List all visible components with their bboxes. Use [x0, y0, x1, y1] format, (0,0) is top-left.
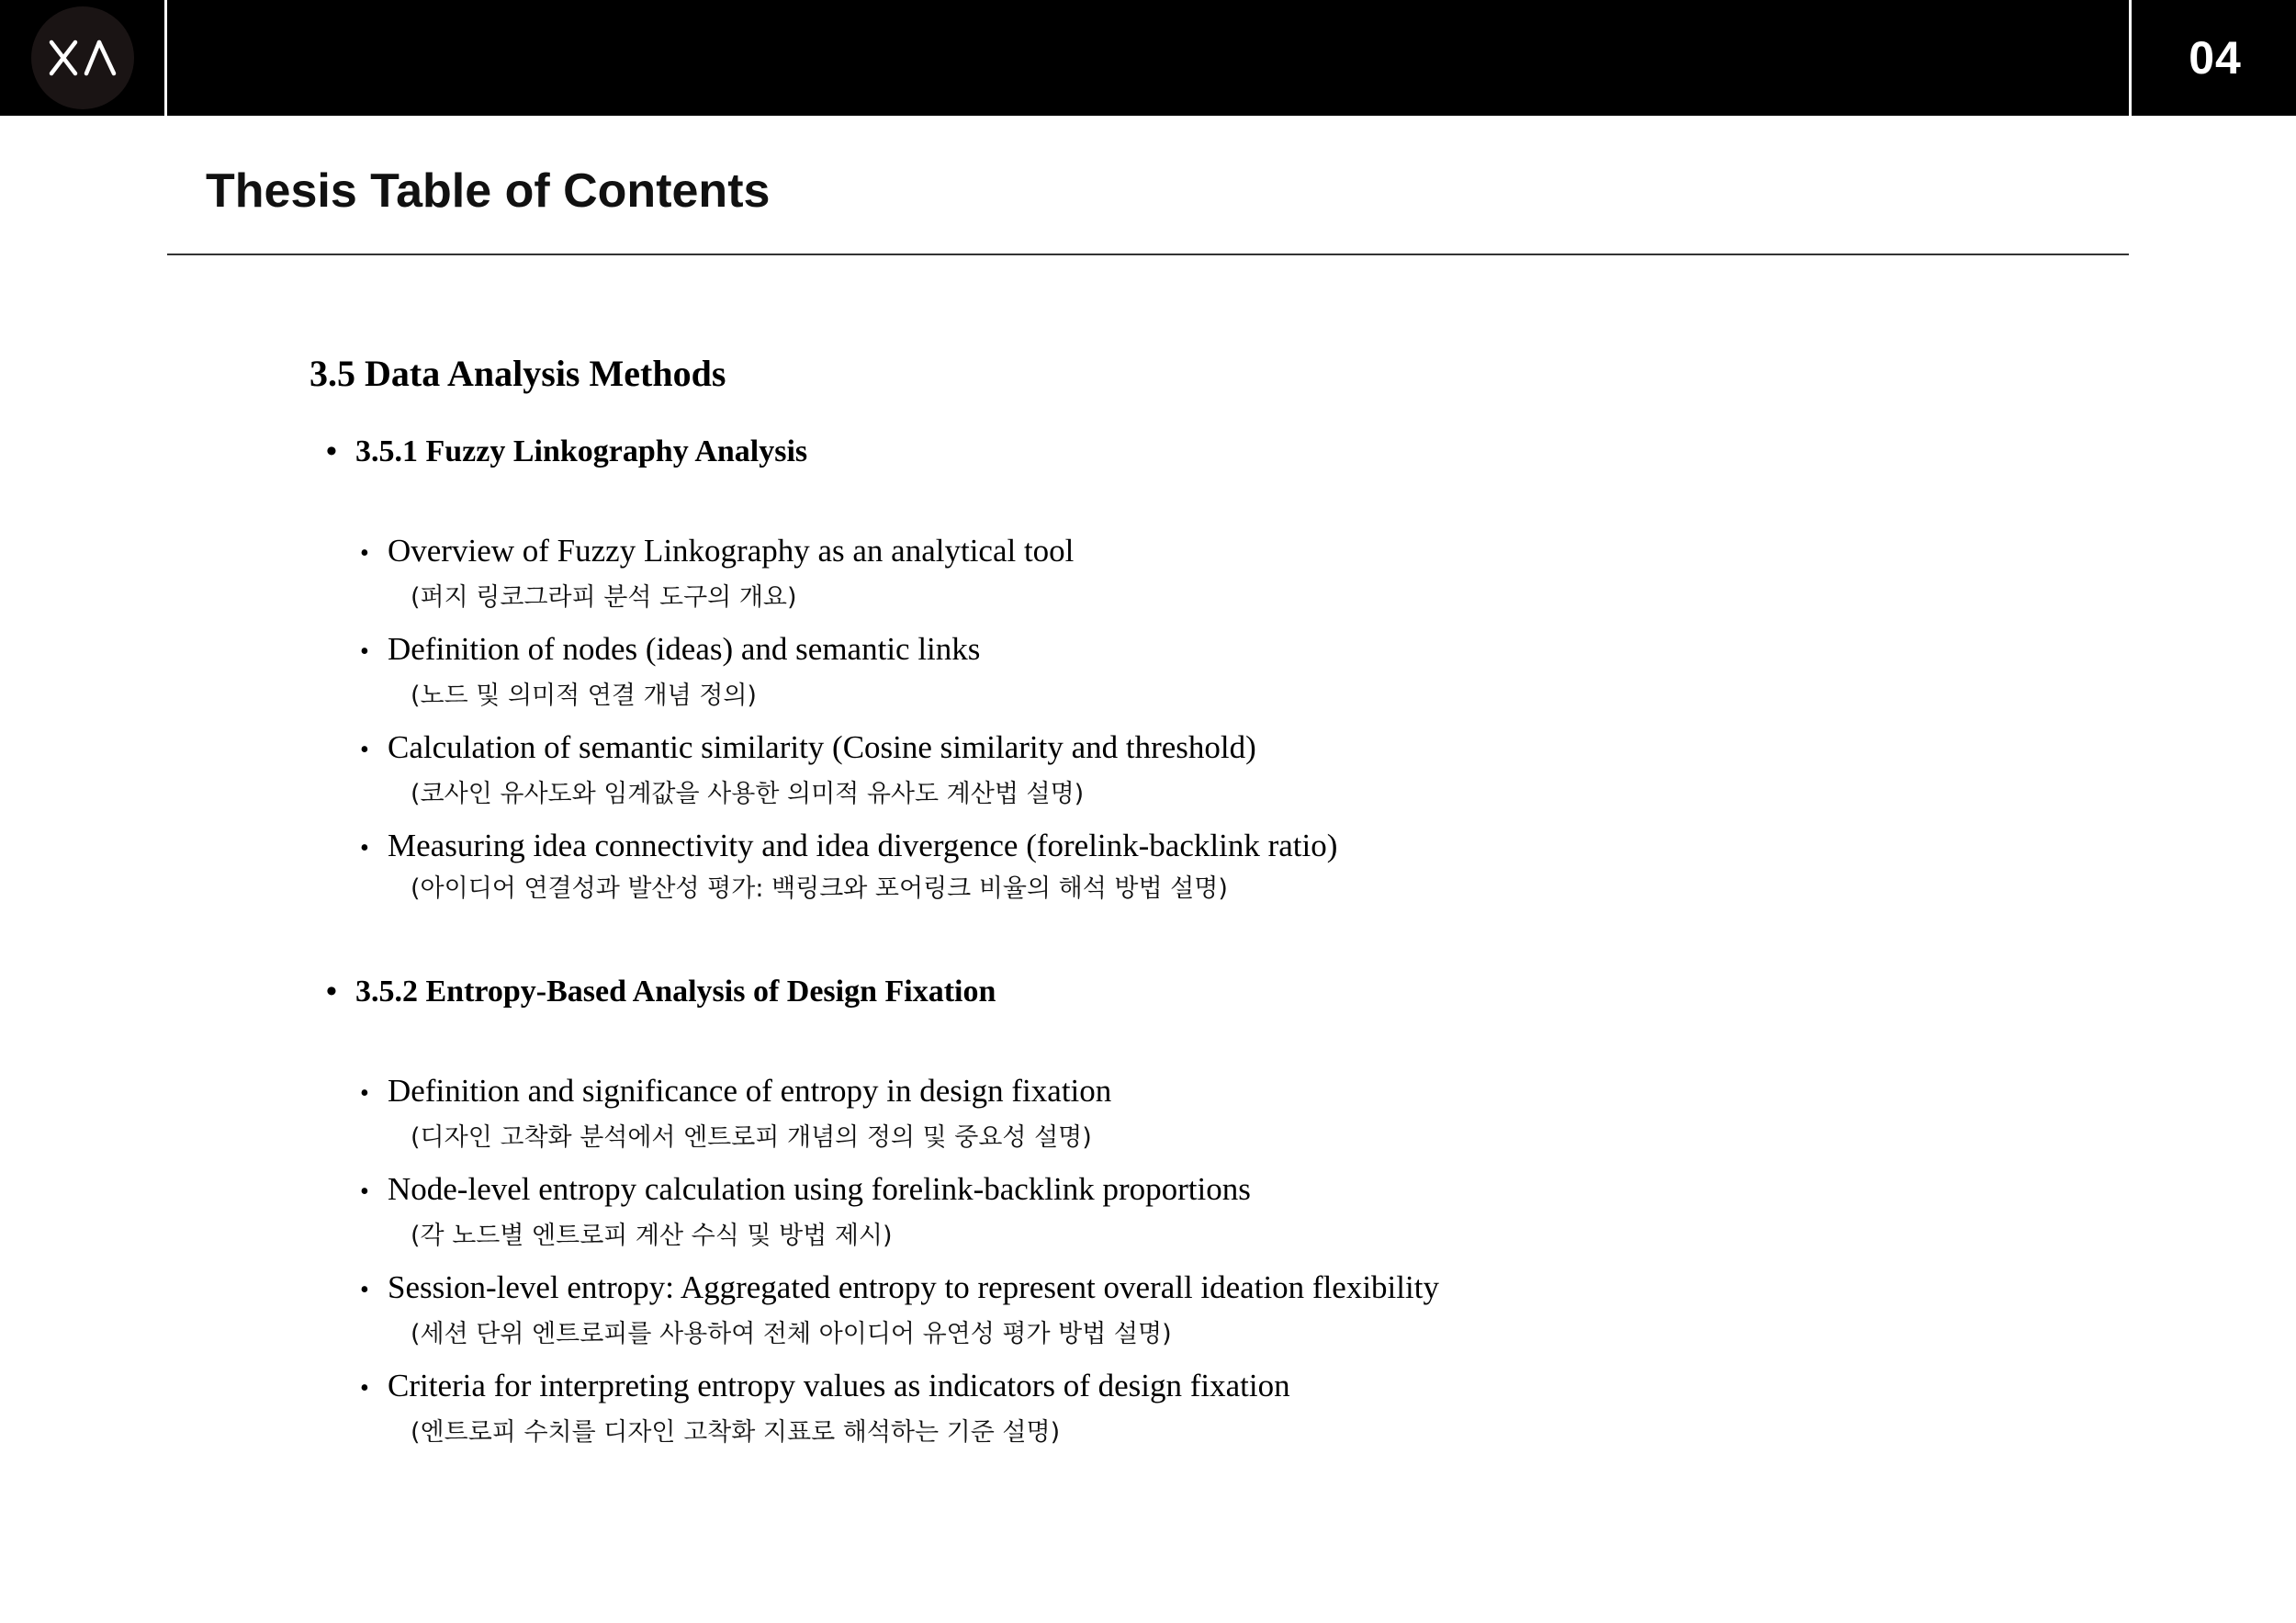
bullet-icon: • — [326, 434, 337, 468]
bullet-icon: • — [326, 975, 337, 1009]
bullet-icon: • — [360, 1276, 369, 1304]
item-english-label: Session-level entropy: Aggregated entropy to represent overall ideation flexibility — [388, 1269, 1439, 1305]
page-number: 04 — [2129, 0, 2296, 116]
item-english — [360, 828, 1337, 867]
item-english — [360, 1368, 1290, 1407]
item-english-label: Definition and significance of entropy in design fixation — [388, 1073, 1112, 1109]
item-english-label: Node-level entropy calculation using forelink-backlink proportions — [388, 1171, 1251, 1207]
item-korean: (엔트로피 수치를 디자인 고착화 지표로 해석하는 기준 설명) — [411, 1418, 1061, 1447]
list-item — [360, 533, 1074, 613]
item-korean: (세션 단위 엔트로피를 사용하여 전체 아이디어 유연성 평가 방법 설명) — [411, 1320, 1172, 1348]
list-item — [360, 1171, 1251, 1251]
item-english — [360, 1269, 1439, 1309]
item-korean: (디자인 고착화 분석에서 엔트로피 개념의 정의 및 중요성 설명) — [411, 1123, 1092, 1152]
item-english-label: Measuring idea connectivity and idea divergence (forelink-backlink ratio) — [388, 828, 1338, 863]
item-english — [360, 1171, 1251, 1211]
bullet-icon: • — [360, 736, 369, 764]
list-item — [360, 1368, 1290, 1448]
bullet-icon: • — [360, 637, 369, 666]
section-heading: 3.5 Data Analysis Methods — [310, 353, 726, 394]
list-item — [360, 1073, 1111, 1153]
item-korean: (아이디어 연결성과 발산성 평가: 백링크와 포어링크 비율의 해석 방법 설명) — [411, 874, 1228, 903]
item-korean: (코사인 유사도와 임계값을 사용한 의미적 유사도 계산법 설명) — [411, 780, 1085, 808]
list-item — [360, 631, 980, 711]
item-korean: (각 노드별 엔트로피 계산 수식 및 방법 제시) — [411, 1222, 893, 1250]
item-korean: (노드 및 의미적 연결 개념 정의) — [411, 682, 757, 710]
bullet-icon: • — [360, 834, 369, 862]
subsection-heading-label: 3.5.1 Fuzzy Linkography Analysis — [355, 434, 808, 468]
item-english — [360, 729, 1256, 769]
item-english — [360, 1073, 1111, 1112]
item-english — [360, 631, 980, 671]
bullet-icon: • — [360, 539, 369, 568]
list-item — [360, 828, 1337, 904]
item-english-label: Criteria for interpreting entropy values as indicators of design fixation — [388, 1368, 1290, 1403]
page-title: Thesis Table of Contents — [206, 164, 771, 218]
bullet-icon: • — [360, 1079, 369, 1108]
subsection-heading — [326, 434, 807, 469]
subsection-heading-label: 3.5.2 Entropy-Based Analysis of Design Fixation — [355, 975, 996, 1009]
item-korean: (퍼지 링코그라피 분석 도구의 개요) — [411, 583, 797, 612]
list-item — [360, 729, 1256, 809]
item-english — [360, 533, 1074, 572]
list-item — [360, 1269, 1439, 1349]
bullet-icon: • — [360, 1374, 369, 1403]
subsection-heading — [326, 975, 996, 1009]
item-english-label: Definition of nodes (ideas) and semantic links — [388, 631, 981, 667]
item-english-label: Calculation of semantic similarity (Cosine similarity and threshold) — [388, 729, 1256, 765]
item-english-label: Overview of Fuzzy Linkography as an analytical tool — [388, 533, 1075, 569]
bullet-icon: • — [360, 1178, 369, 1206]
